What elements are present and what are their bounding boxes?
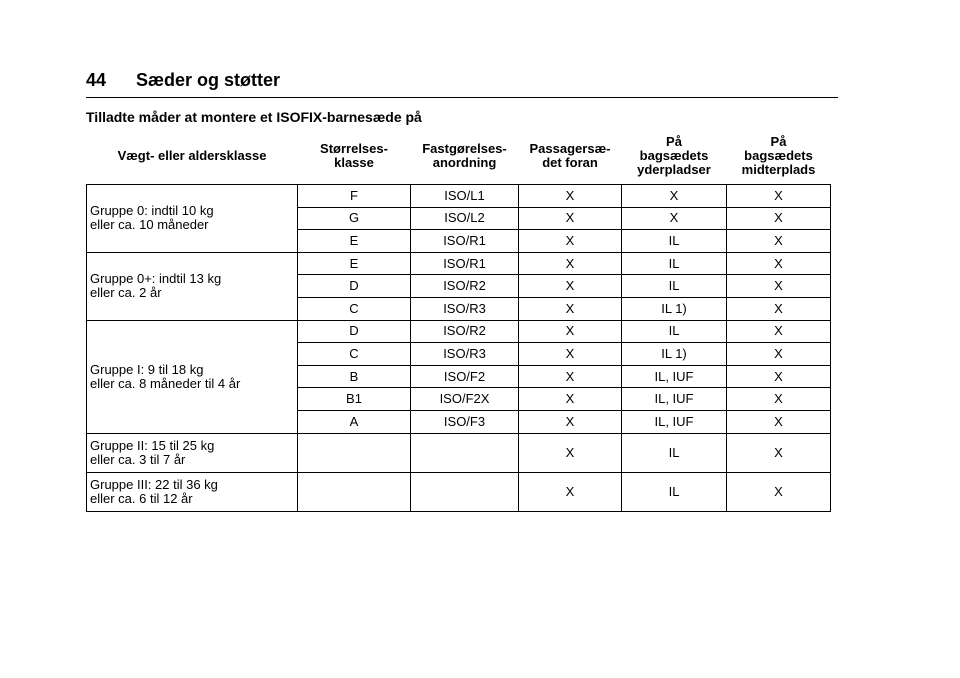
cell-fixture: ISO/R1: [411, 252, 519, 275]
group-label: Gruppe 0: indtil 10 kg eller ca. 10 måneder: [87, 185, 298, 253]
cell-rear-middle: X: [727, 433, 831, 472]
cell-rear-outer: IL: [622, 472, 727, 511]
page-title: Sæder og støtter: [136, 70, 281, 90]
cell-passenger-front: X: [519, 275, 622, 298]
page-number: 44: [86, 70, 107, 90]
cell-rear-outer: X: [622, 207, 727, 230]
cell-rear-outer: IL 1): [622, 297, 727, 320]
header-passenger-front: Passagersæ- det foran: [519, 128, 622, 185]
table-row: [87, 472, 831, 511]
group-label: Gruppe II: 15 til 25 kg eller ca. 3 til 7 år: [87, 433, 298, 472]
cell-fixture: ISO/R3: [411, 343, 519, 366]
cell-fixture: ISO/R1: [411, 230, 519, 253]
cell-passenger-front: X: [519, 388, 622, 411]
group-label: Gruppe III: 22 til 36 kg eller ca. 6 til 12 år: [87, 472, 298, 511]
cell-rear-middle: X: [727, 365, 831, 388]
header-size-class: Størrelses- klasse: [298, 128, 411, 185]
cell-rear-outer: IL, IUF: [622, 410, 727, 433]
cell-fixture: ISO/L2: [411, 207, 519, 230]
cell-passenger-front: X: [519, 343, 622, 366]
cell-passenger-front: X: [519, 472, 622, 511]
cell-fixture: ISO/R2: [411, 320, 519, 343]
cell-passenger-front: X: [519, 207, 622, 230]
cell-fixture: [411, 472, 519, 511]
header-fixture: Fastgørelses- anordning: [411, 128, 519, 185]
cell-passenger-front: X: [519, 230, 622, 253]
cell-fixture: ISO/R3: [411, 297, 519, 320]
table-header-row: [87, 128, 831, 185]
cell-passenger-front: X: [519, 365, 622, 388]
cell-size-class: B1: [298, 388, 411, 411]
cell-size-class: B: [298, 365, 411, 388]
cell-rear-outer: IL: [622, 252, 727, 275]
cell-passenger-front: X: [519, 297, 622, 320]
cell-size-class: C: [298, 343, 411, 366]
cell-rear-outer: IL 1): [622, 343, 727, 366]
cell-passenger-front: X: [519, 433, 622, 472]
group-label: Gruppe 0+: indtil 13 kg eller ca. 2 år: [87, 252, 298, 320]
cell-passenger-front: X: [519, 252, 622, 275]
cell-fixture: ISO/F3: [411, 410, 519, 433]
cell-rear-outer: IL, IUF: [622, 388, 727, 411]
table-row: [87, 320, 831, 343]
cell-rear-middle: X: [727, 410, 831, 433]
cell-size-class: D: [298, 320, 411, 343]
cell-size-class: G: [298, 207, 411, 230]
cell-size-class: A: [298, 410, 411, 433]
cell-size-class: E: [298, 252, 411, 275]
cell-rear-middle: X: [727, 275, 831, 298]
cell-rear-middle: X: [727, 230, 831, 253]
header-rear-middle: På bagsædets midterplads: [727, 128, 831, 185]
cell-passenger-front: X: [519, 410, 622, 433]
cell-size-class: C: [298, 297, 411, 320]
cell-fixture: [411, 433, 519, 472]
cell-passenger-front: X: [519, 320, 622, 343]
table-row: [87, 185, 831, 208]
header-rear-outer: På bagsædets yderpladser: [622, 128, 727, 185]
cell-rear-outer: IL, IUF: [622, 365, 727, 388]
cell-rear-middle: X: [727, 320, 831, 343]
cell-rear-outer: IL: [622, 275, 727, 298]
cell-passenger-front: X: [519, 185, 622, 208]
cell-size-class: [298, 472, 411, 511]
cell-size-class: E: [298, 230, 411, 253]
isofix-table: [86, 128, 831, 512]
cell-size-class: D: [298, 275, 411, 298]
table-row: [87, 252, 831, 275]
cell-rear-middle: X: [727, 252, 831, 275]
header-weight-class: Vægt- eller aldersklasse: [87, 128, 298, 185]
cell-rear-outer: IL: [622, 230, 727, 253]
cell-rear-outer: IL: [622, 433, 727, 472]
cell-fixture: ISO/L1: [411, 185, 519, 208]
header-rule: [86, 97, 838, 98]
cell-size-class: F: [298, 185, 411, 208]
cell-rear-middle: X: [727, 388, 831, 411]
cell-rear-middle: X: [727, 343, 831, 366]
cell-rear-middle: X: [727, 472, 831, 511]
section-title: Tilladte måder at montere et ISOFIX-barnesæde på: [86, 109, 422, 125]
cell-fixture: ISO/F2X: [411, 388, 519, 411]
cell-rear-middle: X: [727, 207, 831, 230]
group-label: Gruppe I: 9 til 18 kg eller ca. 8 måneder til 4 år: [87, 320, 298, 433]
page-header: [86, 70, 838, 91]
cell-fixture: ISO/F2: [411, 365, 519, 388]
cell-rear-middle: X: [727, 185, 831, 208]
cell-rear-outer: IL: [622, 320, 727, 343]
table-row: [87, 433, 831, 472]
cell-rear-middle: X: [727, 297, 831, 320]
cell-fixture: ISO/R2: [411, 275, 519, 298]
cell-size-class: [298, 433, 411, 472]
cell-rear-outer: X: [622, 185, 727, 208]
